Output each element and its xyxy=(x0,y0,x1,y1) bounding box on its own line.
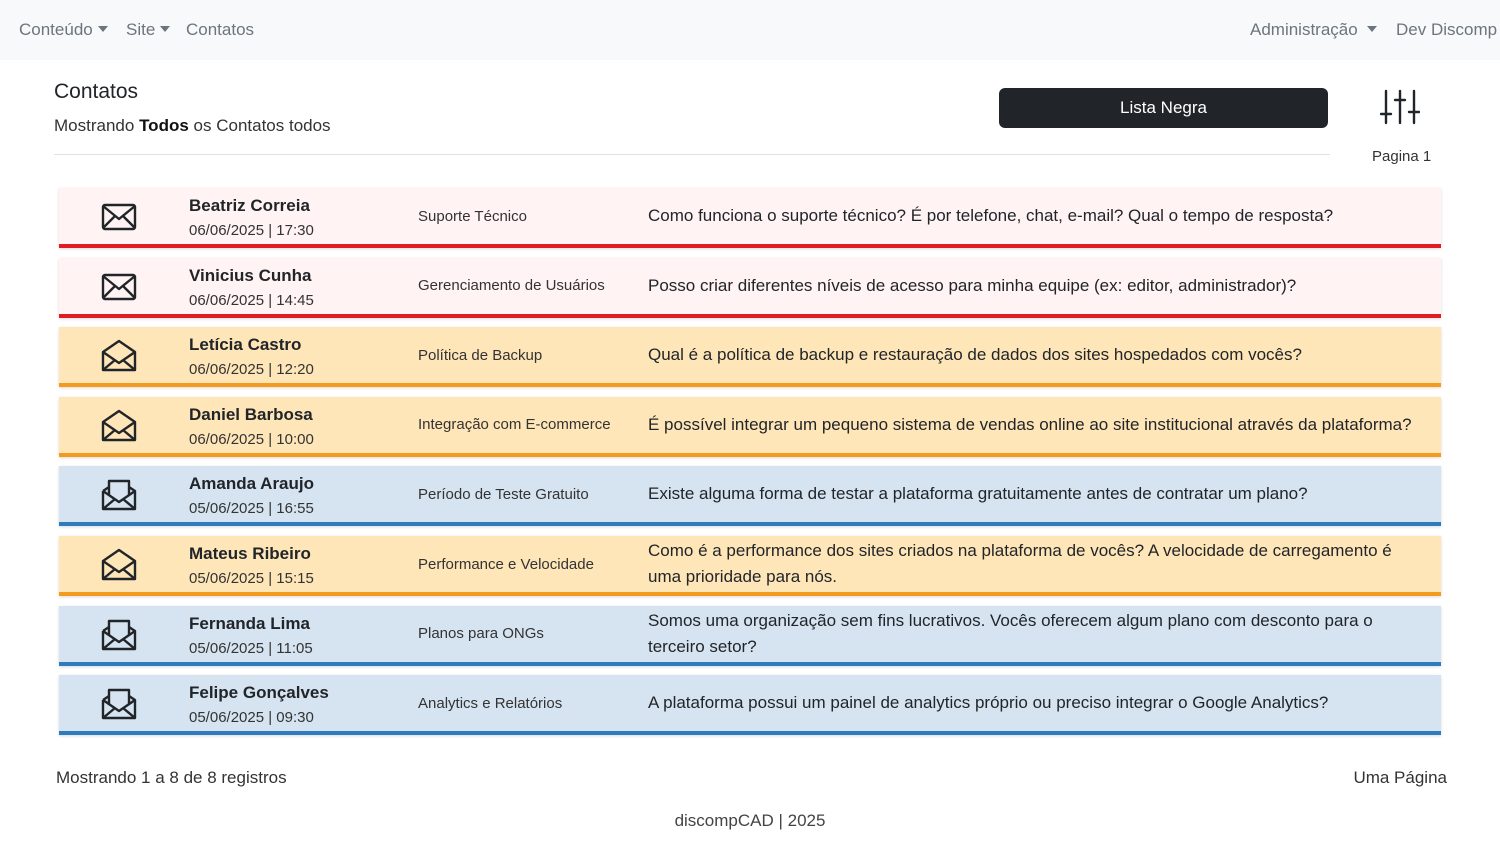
contact-name: Vinicius Cunha xyxy=(189,265,312,285)
contact-row[interactable] xyxy=(59,188,1441,248)
pagination-label: Uma Página xyxy=(1353,768,1447,787)
contact-row[interactable] xyxy=(59,258,1441,318)
contact-name: Amanda Araujo xyxy=(189,474,315,494)
contact-name: Letícia Castro xyxy=(189,335,302,355)
contact-message: É possível integrar um pequeno sistema de vendas online ao site institucional através da plataforma? xyxy=(648,414,1412,434)
contact-subject: Integração com E-commerce xyxy=(418,416,611,434)
blacklist-button[interactable]: Lista Negra xyxy=(999,88,1328,128)
envelope-paper-icon xyxy=(101,618,137,652)
contact-date: 06/06/2025 | 12:20 xyxy=(189,361,314,379)
envelope-closed-icon xyxy=(101,200,137,234)
contact-date: 05/06/2025 | 11:05 xyxy=(189,639,313,657)
envelope-paper-icon xyxy=(101,687,137,721)
contact-date: 05/06/2025 | 09:30 xyxy=(189,709,314,727)
contact-date: 05/06/2025 | 15:15 xyxy=(189,570,314,587)
contact-subject: Período de Teste Gratuito xyxy=(418,485,589,503)
nav-menu-admin[interactable]: Administração xyxy=(1250,20,1377,40)
contact-message: Somos uma organização sem fins lucrativos. Vocês oferecem algum plano com desconto para o terceiro setor? xyxy=(648,610,1373,656)
contact-row[interactable] xyxy=(59,327,1441,387)
nav-menu-user[interactable]: Dev Discomp xyxy=(1396,20,1498,39)
page-footer: discompCAD | 2025 xyxy=(674,811,826,830)
contact-row[interactable] xyxy=(59,536,1441,596)
envelope-closed-icon xyxy=(101,270,137,304)
contact-subject: Suporte Técnico xyxy=(418,207,527,225)
contact-row[interactable] xyxy=(59,397,1441,457)
contact-row[interactable] xyxy=(59,606,1441,666)
contact-subject: Analytics e Relatórios xyxy=(418,694,563,712)
contact-message: Como funciona o suporte técnico? É por telefone, chat, e-mail? Qual o tempo de resposta? xyxy=(648,206,1334,225)
contact-row[interactable] xyxy=(59,675,1441,735)
caret-down-icon xyxy=(1367,26,1377,32)
envelope-paper-icon xyxy=(101,478,137,512)
envelope-open-icon xyxy=(101,548,137,582)
contact-message: A plataforma possui um painel de analytics próprio ou preciso integrar o Google Analytics? xyxy=(648,693,1329,713)
contact-subject: Política de Backup xyxy=(418,346,543,364)
page-indicator: Pagina 1 xyxy=(1372,148,1432,165)
contact-subject: Performance e Velocidade xyxy=(418,555,594,573)
page-subtitle: Mostrando Todos os Contatos todos xyxy=(54,116,331,135)
header-divider xyxy=(54,154,1330,155)
records-count: Mostrando 1 a 8 de 8 registros xyxy=(56,768,287,787)
nav-menu-site[interactable]: Site xyxy=(126,20,170,40)
envelope-open-icon xyxy=(101,339,137,373)
contact-name: Felipe Gonçalves xyxy=(189,683,329,703)
contact-message: Qual é a política de backup e restauração de dados dos sites hospedados com vocês? xyxy=(648,345,1302,365)
caret-down-icon xyxy=(98,26,108,32)
contact-row[interactable] xyxy=(59,466,1441,526)
contact-name: Beatriz Correia xyxy=(189,196,310,215)
contact-message: Posso criar diferentes níveis de acesso para minha equipe (ex: editor, administrador)? xyxy=(648,275,1297,295)
contact-date: 05/06/2025 | 16:55 xyxy=(189,500,314,518)
nav-menu-contacts[interactable]: Contatos xyxy=(186,20,255,39)
contact-date: 06/06/2025 | 14:45 xyxy=(189,291,314,309)
contact-name: Daniel Barbosa xyxy=(189,404,313,424)
contact-subject: Gerenciamento de Usuários xyxy=(418,277,605,295)
top-navbar xyxy=(0,0,1500,60)
nav-menu-content[interactable]: Conteúdo xyxy=(19,20,108,40)
contact-name: Fernanda Lima xyxy=(189,613,310,633)
caret-down-icon xyxy=(160,26,170,32)
envelope-open-icon xyxy=(101,409,137,443)
contact-name: Mateus Ribeiro xyxy=(189,544,311,563)
page-title: Contatos xyxy=(54,80,139,103)
contact-date: 06/06/2025 | 10:00 xyxy=(189,430,314,448)
contact-date: 06/06/2025 | 17:30 xyxy=(189,222,314,239)
sliders-icon[interactable] xyxy=(1380,88,1420,126)
contact-subject: Planos para ONGs xyxy=(418,625,544,643)
contact-message: Como é a performance dos sites criados na plataforma de vocês? A velocidade de carregamento é uma prioridade para nós. xyxy=(648,541,1392,586)
contact-message: Existe alguma forma de testar a plataforma gratuitamente antes de contratar um plano? xyxy=(648,484,1308,504)
